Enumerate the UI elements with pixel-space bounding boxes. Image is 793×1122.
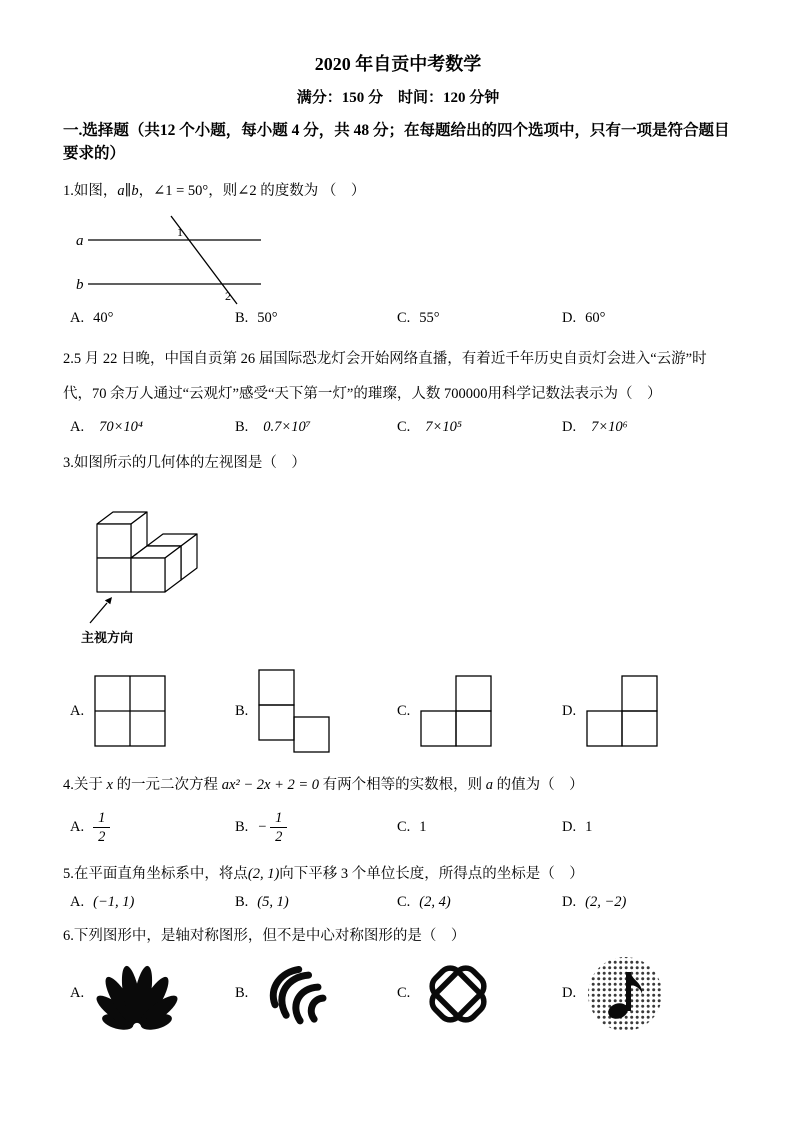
option-label: C. bbox=[397, 419, 411, 435]
option-label: A. bbox=[70, 985, 85, 1002]
option-text: 1 bbox=[419, 819, 427, 836]
option-label: D. bbox=[562, 702, 577, 719]
q4-option-a bbox=[70, 810, 235, 845]
question-1 bbox=[63, 180, 733, 327]
china-mobile-logo-icon bbox=[257, 955, 335, 1033]
mirrored-l-grid-icon bbox=[419, 674, 493, 748]
option-label: C. bbox=[397, 309, 411, 326]
q4-option-c bbox=[397, 819, 562, 836]
q6-option-c bbox=[397, 955, 562, 1033]
option-label: D. bbox=[562, 894, 577, 911]
option-label: B. bbox=[235, 985, 249, 1002]
option-text: 0.7×10⁷ bbox=[263, 419, 311, 435]
q1-stem-text-2: ，∠1 = 50°，则∠2 的度数为 （ ） bbox=[138, 182, 366, 199]
minus-sign: − bbox=[257, 819, 268, 836]
question-1-options bbox=[63, 310, 733, 327]
q4-stem-text-1: 4.关于 bbox=[63, 777, 107, 794]
q6-option-b bbox=[235, 955, 397, 1033]
front-view-arrow bbox=[90, 597, 112, 623]
isometric-cubes bbox=[97, 512, 197, 592]
option-label: D. bbox=[562, 985, 577, 1002]
dotted-circle bbox=[588, 957, 662, 1031]
option-text: 7×10⁵ bbox=[425, 419, 462, 435]
q6-option-a bbox=[70, 957, 235, 1031]
fraction-denominator: 2 bbox=[98, 829, 106, 846]
option-text: 55° bbox=[419, 309, 440, 326]
fraction bbox=[93, 810, 110, 845]
q3-option-a bbox=[70, 674, 235, 748]
question-4 bbox=[63, 774, 733, 850]
exam-title: 2020 年自贡中考数学 bbox=[314, 54, 482, 74]
option-label: A. bbox=[70, 309, 85, 326]
option-label: C. bbox=[397, 894, 411, 911]
question-3-stem: 3.如图所示的几何体的左视图是（ ） bbox=[63, 455, 306, 471]
option-label: B. bbox=[235, 419, 249, 435]
q5-option-a bbox=[70, 894, 235, 911]
angle-1-label: 1 bbox=[177, 224, 183, 239]
question-4-stem bbox=[63, 774, 733, 796]
section-header: 一.选择题（共12 个小题，每小题 4 分，共 48 分；在每题给出的四个选项中，只有一项是符合题目要求的） bbox=[63, 122, 730, 163]
option-label: C. bbox=[397, 819, 411, 836]
q4-option-d bbox=[562, 819, 733, 836]
question-5-options bbox=[63, 894, 733, 911]
q5-stem-text-1: 5.在平面直角坐标系中，将点 bbox=[63, 865, 248, 882]
q3-option-d bbox=[562, 674, 733, 748]
q1-option-b bbox=[235, 310, 397, 327]
option-label: B. bbox=[235, 894, 249, 911]
q6-option-d bbox=[562, 954, 733, 1034]
grid-2x2-icon bbox=[93, 674, 167, 748]
music-note-logo-icon bbox=[585, 954, 665, 1034]
q5-point: (2, 1) bbox=[247, 865, 280, 882]
question-1-stem bbox=[63, 180, 733, 202]
question-2-options bbox=[63, 419, 733, 436]
option-label: D. bbox=[562, 419, 577, 435]
q4-stem-text-2: 的一元二次方程 bbox=[112, 777, 222, 794]
q1-stem-text-1: 1.如图， bbox=[63, 182, 118, 199]
question-3-options bbox=[63, 668, 733, 754]
option-text: 40° bbox=[93, 309, 114, 326]
option-label: A. bbox=[70, 894, 85, 911]
option-text: (2, −2) bbox=[585, 894, 627, 911]
q1-var-b: b bbox=[131, 182, 139, 199]
q5-option-b bbox=[235, 894, 397, 911]
q2-option-b bbox=[235, 419, 397, 436]
q3-solid-cubes-figure bbox=[77, 482, 227, 648]
q4-var-a: a bbox=[485, 777, 494, 794]
q4-stem-text-3: 有两个相等的实数根，则 bbox=[319, 777, 486, 794]
question-2 bbox=[63, 342, 733, 436]
option-label: A. bbox=[70, 419, 85, 435]
fraction-numerator: 1 bbox=[93, 810, 110, 828]
q5-option-d bbox=[562, 894, 733, 911]
option-label: D. bbox=[562, 309, 577, 326]
q1-option-a bbox=[70, 310, 235, 327]
question-5-stem bbox=[63, 863, 733, 885]
line-b-label: b bbox=[76, 276, 84, 293]
option-text: 70×10⁴ bbox=[99, 419, 143, 435]
fraction-denominator: 2 bbox=[275, 829, 283, 846]
option-text: (5, 1) bbox=[257, 894, 289, 911]
option-text: 1 bbox=[585, 819, 593, 836]
angle-2-label: 2 bbox=[225, 288, 231, 303]
q2-option-d bbox=[562, 419, 733, 436]
option-text: 7×10⁶ bbox=[591, 419, 628, 435]
mirrored-l-grid-icon bbox=[585, 674, 659, 748]
q4-var-x: x bbox=[106, 777, 113, 794]
china-unicom-knot-logo-icon bbox=[419, 955, 497, 1033]
option-label: D. bbox=[562, 819, 577, 836]
q1-parallel-lines-figure bbox=[75, 210, 265, 306]
question-2-stem: 2.5 月 22 日晚，中国自贡第 26 届国际恐龙灯会开始网络直播，有着近千年历史自贡灯会进入“云游”时代，70 余万人通过“云观灯”感受“天下第一灯”的璀璨，人数 700000用科学记数法表示为（ ） bbox=[63, 350, 707, 403]
q1-option-d bbox=[562, 310, 733, 327]
question-6-options bbox=[63, 954, 733, 1034]
line-a-label: a bbox=[76, 232, 84, 249]
fraction bbox=[270, 810, 287, 845]
option-label: C. bbox=[397, 702, 411, 719]
q3-option-b bbox=[235, 668, 397, 754]
q1-var-a: a bbox=[117, 182, 125, 199]
q1-option-c bbox=[397, 310, 562, 327]
option-text: (−1, 1) bbox=[93, 894, 135, 911]
exam-subtitle: 满分：150 分 时间：120 分钟 bbox=[296, 90, 500, 106]
question-4-options bbox=[63, 805, 733, 851]
option-label: B. bbox=[235, 819, 249, 836]
question-6 bbox=[63, 925, 733, 1033]
q4-equation: ax² − 2x + 2 = 0 bbox=[221, 777, 320, 794]
q3-option-c bbox=[397, 674, 562, 748]
option-label: A. bbox=[70, 819, 85, 836]
option-text: 50° bbox=[257, 309, 278, 326]
q4-stem-text-4: 的值为（ ） bbox=[493, 777, 584, 794]
fraction-numerator: 1 bbox=[270, 810, 287, 828]
question-6-stem: 6.下列图形中，是轴对称图形，但不是中心对称图形的是（ ） bbox=[63, 928, 466, 945]
q1-parallel-symbol: ∥ bbox=[124, 182, 132, 199]
l-shape-grid-icon bbox=[257, 668, 331, 754]
question-3 bbox=[63, 452, 733, 754]
option-label: B. bbox=[235, 309, 249, 326]
option-label: B. bbox=[235, 702, 249, 719]
q2-option-c bbox=[397, 419, 562, 436]
q5-option-c bbox=[397, 894, 562, 911]
option-label: C. bbox=[397, 985, 411, 1002]
huawei-logo-icon bbox=[93, 957, 181, 1031]
q4-option-b bbox=[235, 810, 397, 845]
question-5 bbox=[63, 863, 733, 911]
q2-option-a bbox=[70, 419, 235, 436]
option-text: 60° bbox=[585, 309, 606, 326]
option-label: A. bbox=[70, 702, 85, 719]
q5-stem-text-2: 向下平移 3 个单位长度，所得点的坐标是（ ） bbox=[279, 865, 584, 882]
front-view-direction-label: 主视方向 bbox=[81, 630, 134, 646]
option-text: (2, 4) bbox=[419, 894, 451, 911]
